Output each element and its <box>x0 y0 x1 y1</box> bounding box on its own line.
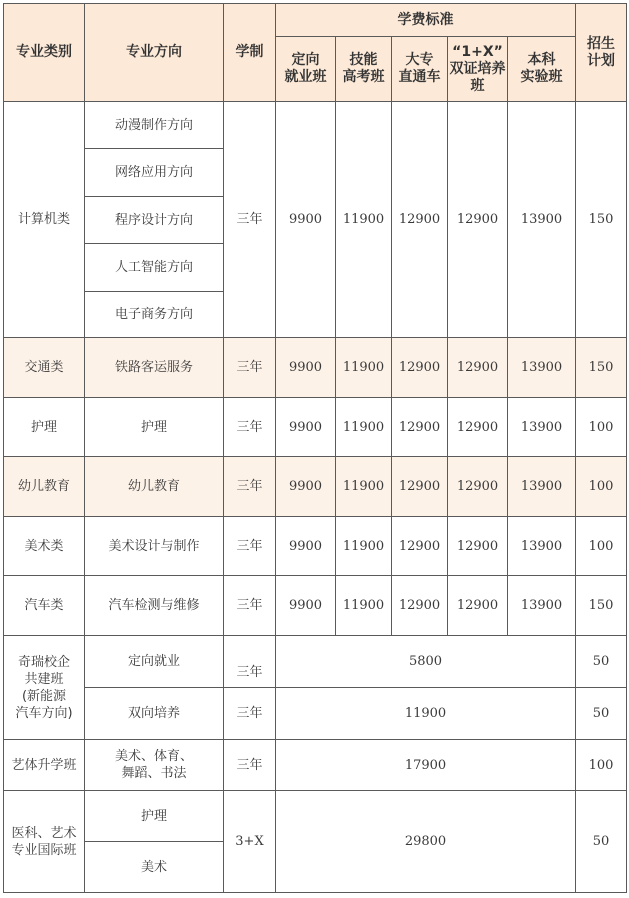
computer-direction-1: 动漫制作方向 <box>85 102 224 149</box>
row-fee-skill-exam: 11900 <box>336 457 392 517</box>
header-fee-skill-exam-l1: 技能 <box>349 52 378 68</box>
arts-direction-l1: 美术、体育、 <box>114 749 193 764</box>
intl-category-l2: 专业国际班 <box>11 842 77 858</box>
computer-duration: 三年 <box>224 102 276 338</box>
header-plan-line1: 招生 <box>587 35 616 52</box>
row-fee-undergrad: 13900 <box>508 338 576 398</box>
computer-fee-skill-exam: 11900 <box>336 102 392 338</box>
row-plan: 100 <box>576 457 627 517</box>
row-direction: 铁路客运服务 <box>85 338 224 398</box>
row-fee-skill-exam: 11900 <box>336 338 392 398</box>
row-fee-directed: 9900 <box>276 398 336 457</box>
intl-plan: 50 <box>576 791 627 893</box>
qirui-direction-1: 定向就业 <box>85 636 224 688</box>
intl-duration: 3+X <box>224 791 276 893</box>
qirui-plan-2: 50 <box>576 688 627 740</box>
header-direction: 专业方向 <box>85 4 224 102</box>
row-category: 幼儿教育 <box>4 457 85 517</box>
arts-direction-l2: 舞蹈、书法 <box>121 766 187 781</box>
header-fee-directed-l2: 就业班 <box>284 69 327 85</box>
computer-direction-3: 程序设计方向 <box>85 197 224 244</box>
qirui-plan-1: 50 <box>576 636 627 688</box>
computer-category: 计算机类 <box>4 102 85 338</box>
qirui-category <box>4 636 85 740</box>
row-fee-skill-exam: 11900 <box>336 576 392 636</box>
row-fee-undergrad: 13900 <box>508 398 576 457</box>
header-fee-directed-l1: 定向 <box>291 52 320 68</box>
qirui-duration-1: 三年 <box>224 636 276 688</box>
row-plan: 150 <box>576 576 627 636</box>
row-fee-directed: 9900 <box>276 338 336 398</box>
arts-plan: 100 <box>576 740 627 791</box>
intl-direction-1: 护理 <box>85 791 224 842</box>
header-fee-1x-l2: 双证培养班 <box>449 60 506 94</box>
arts-category: 艺体升学班 <box>4 740 85 791</box>
computer-plan: 150 <box>576 102 627 338</box>
header-duration: 学制 <box>224 4 276 102</box>
header-fee-undergrad <box>508 37 576 102</box>
qirui-fee-1: 5800 <box>276 636 576 688</box>
computer-fee-college-direct: 12900 <box>392 102 448 338</box>
header-fee-college-direct <box>392 37 448 102</box>
header-fee-1x-l1: “1+X” <box>452 43 503 60</box>
table-row <box>4 338 627 398</box>
intl-direction-2: 美术 <box>85 842 224 893</box>
row-category: 交通类 <box>4 338 85 398</box>
table-row <box>4 398 627 457</box>
tuition-table <box>3 3 627 893</box>
arts-duration: 三年 <box>224 740 276 791</box>
row-fee-undergrad: 13900 <box>508 457 576 517</box>
arts-fee: 17900 <box>276 740 576 791</box>
row-fee-directed: 9900 <box>276 576 336 636</box>
row-plan: 100 <box>576 398 627 457</box>
header-category: 专业类别 <box>4 4 85 102</box>
row-fee-1x: 12900 <box>448 398 508 457</box>
row-direction: 护理 <box>85 398 224 457</box>
qirui-category-l4: 汽车方向) <box>15 705 73 721</box>
header-fee-1x <box>448 37 508 102</box>
header-fee-college-direct-l1: 大专 <box>405 52 434 68</box>
row-category: 汽车类 <box>4 576 85 636</box>
qirui-category-l1: 奇瑞校企 <box>17 654 70 670</box>
row-fee-college-direct: 12900 <box>392 457 448 517</box>
header-fee-skill-exam <box>336 37 392 102</box>
header-plan <box>576 4 627 102</box>
row-fee-undergrad: 13900 <box>508 576 576 636</box>
intl-fee: 29800 <box>276 791 576 893</box>
row-category: 美术类 <box>4 517 85 576</box>
row-direction: 幼儿教育 <box>85 457 224 517</box>
row-fee-skill-exam: 11900 <box>336 398 392 457</box>
qirui-direction-2: 双向培养 <box>85 688 224 740</box>
qirui-category-l3: (新能源 <box>21 688 67 704</box>
computer-fee-1x: 12900 <box>448 102 508 338</box>
table-row <box>4 517 627 576</box>
intl-category <box>4 791 85 893</box>
qirui-fee-2: 11900 <box>276 688 576 740</box>
row-duration: 三年 <box>224 338 276 398</box>
computer-direction-5: 电子商务方向 <box>85 292 224 338</box>
row-fee-college-direct: 12900 <box>392 517 448 576</box>
row-fee-college-direct: 12900 <box>392 576 448 636</box>
header-fee-directed <box>276 37 336 102</box>
row-direction: 美术设计与制作 <box>85 517 224 576</box>
row-duration: 三年 <box>224 457 276 517</box>
table-row <box>4 576 627 636</box>
qirui-category-l2: 共建班 <box>24 671 64 687</box>
row-fee-skill-exam: 11900 <box>336 517 392 576</box>
intl-category-l1: 医科、艺术 <box>11 825 77 841</box>
row-duration: 三年 <box>224 517 276 576</box>
row-fee-1x: 12900 <box>448 457 508 517</box>
row-fee-1x: 12900 <box>448 338 508 398</box>
row-plan: 100 <box>576 517 627 576</box>
row-fee-directed: 9900 <box>276 457 336 517</box>
row-duration: 三年 <box>224 398 276 457</box>
row-fee-1x: 12900 <box>448 576 508 636</box>
row-fee-directed: 9900 <box>276 517 336 576</box>
row-fee-college-direct: 12900 <box>392 398 448 457</box>
computer-direction-2: 网络应用方向 <box>85 149 224 197</box>
row-direction: 汽车检测与维修 <box>85 576 224 636</box>
header-fee-group: 学费标准 <box>276 4 576 37</box>
header-fee-college-direct-l2: 直通车 <box>398 69 441 85</box>
arts-direction <box>85 740 224 791</box>
computer-fee-directed: 9900 <box>276 102 336 338</box>
row-duration: 三年 <box>224 576 276 636</box>
row-fee-undergrad: 13900 <box>508 517 576 576</box>
computer-fee-undergrad: 13900 <box>508 102 576 338</box>
header-plan-line2: 计划 <box>587 52 616 69</box>
table-row <box>4 457 627 517</box>
computer-direction-4: 人工智能方向 <box>85 244 224 292</box>
row-fee-1x: 12900 <box>448 517 508 576</box>
header-fee-skill-exam-l2: 高考班 <box>342 69 385 85</box>
qirui-duration-2: 三年 <box>224 688 276 740</box>
row-plan: 150 <box>576 338 627 398</box>
header-fee-undergrad-l2: 实验班 <box>520 69 563 85</box>
row-category: 护理 <box>4 398 85 457</box>
header-fee-undergrad-l1: 本科 <box>527 52 556 68</box>
row-fee-college-direct: 12900 <box>392 338 448 398</box>
